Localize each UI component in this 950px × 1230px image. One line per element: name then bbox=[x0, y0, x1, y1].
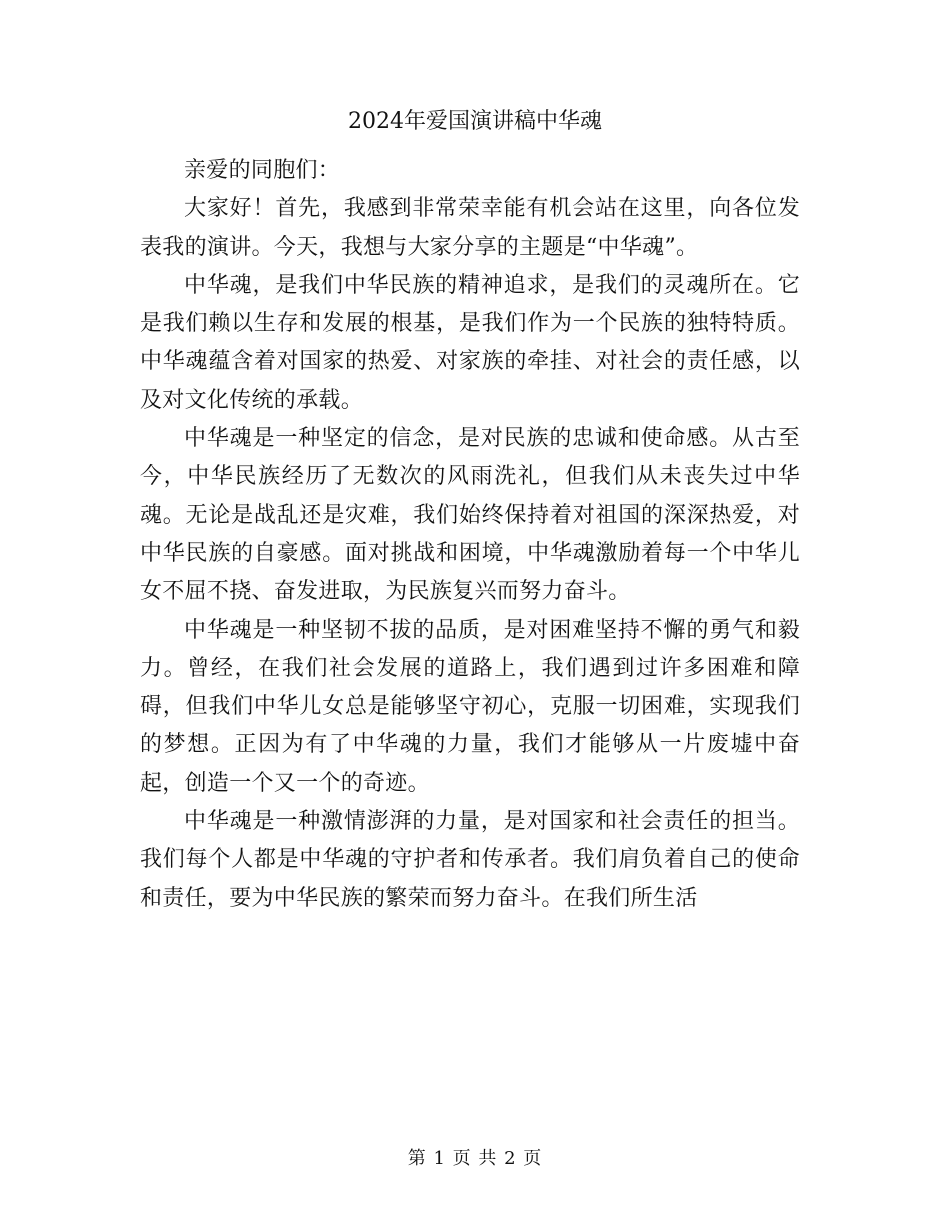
paragraph-belief: 中华魂是一种坚定的信念，是对民族的忠诚和使命感。从古至今，中华民族经历了无数次的风雨洗礼，但我们从未丧失过中华魂。无论是战乱还是灾难，我们始终保持着对祖国的深深热爱，对中华民族的自豪感。面对挑战和困境，中华魂激励着每一个中华儿女不屈不挠、奋发进取，为民族复兴而努力奋斗。 bbox=[140, 426, 800, 605]
document-title: 2024年爱国演讲稿中华魂 bbox=[348, 109, 602, 134]
paragraph-definition: 中华魂，是我们中华民族的精神追求，是我们的灵魂所在。它是我们赖以生存和发展的根基，是我们作为一个民族的独特特质。中华魂蕴含着对国家的热爱、对家族的牵挂、对社会的责任感，以及对文化传统的承载。 bbox=[140, 272, 800, 413]
paragraph-perseverance: 中华魂是一种坚韧不拔的品质，是对困难坚持不懈的勇气和毅力。曾经，在我们社会发展的道路上，我们遇到过许多困难和障碍，但我们中华儿女总是能够坚守初心，克服一切困难，实现我们的梦想。正因为有了中华魂的力量，我们才能够从一片废墟中奋起，创造一个又一个的奇迹。 bbox=[140, 617, 800, 796]
paragraph-responsibility: 中华魂是一种激情澎湃的力量，是对国家和社会责任的担当。我们每个人都是中华魂的守护者和传承者。我们肩负着自己的使命和责任，要为中华民族的繁荣而努力奋斗。在我们所生活 bbox=[140, 809, 800, 911]
paragraph-greeting: 大家好！首先，我感到非常荣幸能有机会站在这里，向各位发表我的演讲。今天，我想与大家分享的主题是“中华魂”。 bbox=[140, 196, 800, 260]
document-body bbox=[140, 152, 800, 918]
page-number-footer: 第 1 页 共 2 页 bbox=[407, 1148, 543, 1169]
paragraph-salutation: 亲爱的同胞们： bbox=[184, 158, 341, 183]
